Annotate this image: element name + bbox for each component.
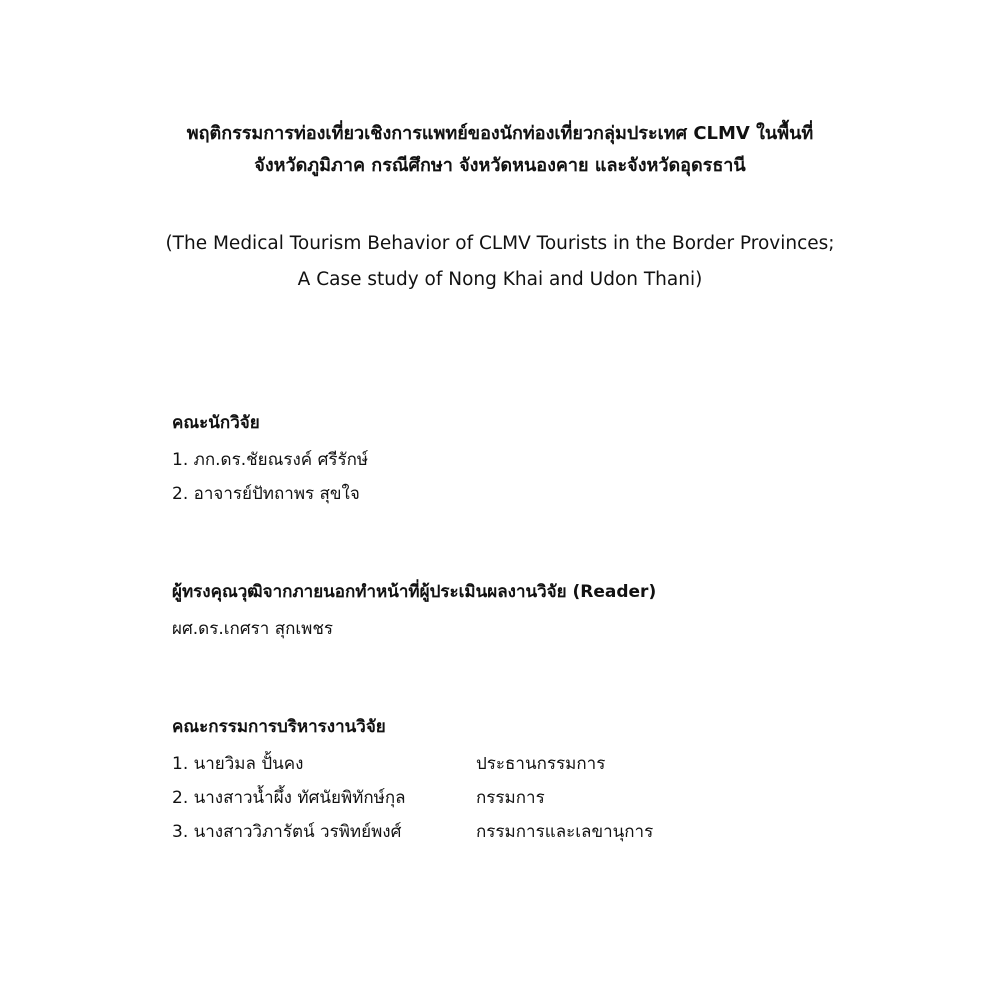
committee-member-row	[172, 747, 872, 781]
committee-member-name: 1. นายวิมล ปั้นคง	[172, 754, 304, 774]
reader-heading: ผู้ทรงคุณวุฒิจากภายนอกทำหน้าที่ผู้ประเมินผลงานวิจัย (Reader)	[172, 582, 657, 602]
committee-member-row	[172, 781, 872, 815]
committee-member-role: กรรมการและเลขานุการ	[476, 822, 654, 842]
thai-title	[0, 118, 1000, 182]
researchers-section	[172, 409, 872, 511]
english-title-line-1: (The Medical Tourism Behavior of CLMV Tourists in the Border Provinces;	[165, 233, 835, 254]
english-title	[0, 226, 1000, 298]
researcher-item: 2. อาจารย์ปัทถาพร สุขใจ	[172, 484, 360, 504]
committee-member-row	[172, 815, 872, 849]
committee-section	[172, 713, 872, 849]
thai-title-line-1: พฤติกรรมการท่องเที่ยวเชิงการแพทย์ของนักท่องเที่ยวกลุ่มประเทศ CLMV ในพื้นที่	[186, 123, 814, 144]
committee-member-role: กรรมการ	[476, 788, 545, 808]
committee-member-name: 3. นางสาววิภารัตน์ วรพิทย์พงศ์	[172, 822, 402, 842]
reader-name: ผศ.ดร.เกศรา สุกเพชร	[172, 619, 334, 639]
english-title-line-2: A Case study of Nong Khai and Udon Thani)	[297, 269, 703, 290]
committee-heading: คณะกรรมการบริหารงานวิจัย	[172, 717, 386, 737]
committee-member-role: ประธานกรรมการ	[476, 754, 606, 774]
researchers-heading: คณะนักวิจัย	[172, 413, 260, 433]
committee-member-name: 2. นางสาวน้ำผึ้ง ทัศนัยพิทักษ์กุล	[172, 788, 406, 808]
reader-section	[172, 578, 872, 646]
thai-title-line-2: จังหวัดภูมิภาค กรณีศึกษา จังหวัดหนองคาย และจังหวัดอุดรธานี	[254, 155, 746, 176]
researcher-item: 1. ภก.ดร.ชัยณรงค์ ศรีรักษ์	[172, 450, 369, 470]
